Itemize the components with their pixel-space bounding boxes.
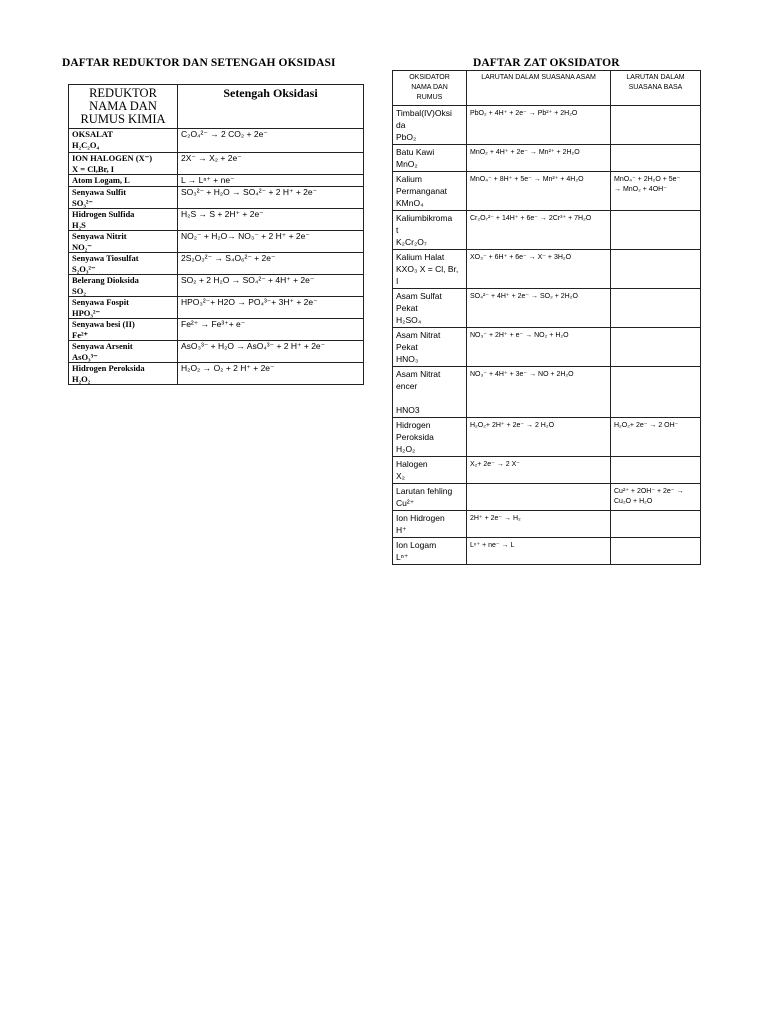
oxidator-list-title: DAFTAR ZAT OKSIDATOR <box>473 57 620 69</box>
reductor-name: Senyawa Fospit HPO₃²⁻ <box>69 297 178 319</box>
acid-reaction: 2H⁺ + 2e⁻ → H₂ <box>467 511 611 538</box>
reductor-row <box>69 363 364 385</box>
half-oxidation-reaction: H₂S → S + 2H⁺ + 2e⁻ <box>178 209 364 231</box>
base-reaction: MnO₄⁻ + 2H₂O + 5e⁻ → MnO₂ + 4OH⁻ <box>611 172 701 211</box>
acid-reaction: NO₃⁻ + 2H⁺ + e⁻ → NO₂ + H₂O <box>467 328 611 367</box>
base-reaction <box>611 211 701 250</box>
reductor-row <box>69 341 364 363</box>
oxidator-name: Asam Nitrat encer HNO3 <box>393 367 467 418</box>
oxidator-row <box>393 418 701 457</box>
oxidator-row <box>393 328 701 367</box>
oxidator-row <box>393 457 701 484</box>
reductor-table-header <box>69 85 364 129</box>
reductor-table <box>68 84 364 385</box>
oxidator-row <box>393 538 701 565</box>
reductor-list-title: DAFTAR REDUKTOR DAN SETENGAH OKSIDASI <box>62 57 336 69</box>
reductor-name: Belerang Dioksida SO₂ <box>69 275 178 297</box>
base-reaction <box>611 457 701 484</box>
half-oxidation-reaction: C₂O₄²⁻ → 2 CO₂ + 2e⁻ <box>178 129 364 153</box>
reductor-name: ION HALOGEN (X⁻) X = Cl,Br, I <box>69 153 178 175</box>
reductor-name: OKSALAT H₂C₂O₄ <box>69 129 178 153</box>
header-base-solution: LARUTAN DALAM SUASANA BASA <box>611 71 701 106</box>
oxidator-name: Kalium Permanganat KMnO₄ <box>393 172 467 211</box>
base-reaction <box>611 145 701 172</box>
reductor-name: Senyawa Nitrit NO₂⁻ <box>69 231 178 253</box>
oxidator-name: Timbal(IV)Oksi da PbO₂ <box>393 106 467 145</box>
oxidator-table-header <box>393 71 701 106</box>
acid-reaction: NO₃⁻ + 4H⁺ + 3e⁻ → NO + 2H₂O <box>467 367 611 418</box>
oxidator-row <box>393 289 701 328</box>
half-oxidation-reaction: AsO₃³⁻ + H₂O → AsO₄³⁻ + 2 H⁺ + 2e⁻ <box>178 341 364 363</box>
half-oxidation-reaction: L → Lⁿ⁺ + ne⁻ <box>178 175 364 187</box>
reductor-name: Senyawa Tiosulfat S₂O₃²⁻ <box>69 253 178 275</box>
oxidator-name: Ion Hidrogen H⁺ <box>393 511 467 538</box>
oxidator-name: Kaliumbikroma t K₂Cr₂O₇ <box>393 211 467 250</box>
oxidator-name: Ion Logam Lⁿ⁺ <box>393 538 467 565</box>
reductor-name: Senyawa Arsenit AsO₃³⁻ <box>69 341 178 363</box>
oxidator-row <box>393 145 701 172</box>
reductor-row <box>69 275 364 297</box>
base-reaction: Cu²⁺ + 2OH⁻ + 2e⁻ → Cu₂O + H₂O <box>611 484 701 511</box>
reductor-row <box>69 253 364 275</box>
acid-reaction: PbO₂ + 4H⁺ + 2e⁻ → Pb²⁺ + 2H₂O <box>467 106 611 145</box>
acid-reaction: XO₃⁻ + 6H⁺ + 6e⁻ → X⁻ + 3H₂O <box>467 250 611 289</box>
reductor-name: Senyawa besi (II) Fe²⁺ <box>69 319 178 341</box>
reductor-row <box>69 175 364 187</box>
reductor-row <box>69 231 364 253</box>
oxidator-row <box>393 511 701 538</box>
reductor-row <box>69 297 364 319</box>
base-reaction: H₂O₂+ 2e⁻ → 2 OH⁻ <box>611 418 701 457</box>
acid-reaction: SO₄²⁻ + 4H⁺ + 2e⁻ → SO₂ + 2H₂O <box>467 289 611 328</box>
oxidator-name: Batu Kawi MnO₂ <box>393 145 467 172</box>
oxidator-name: Asam Sulfat Pekat H₂SO₄ <box>393 289 467 328</box>
oxidator-name: Kalium Halat KXO₃ X = Cl, Br, I <box>393 250 467 289</box>
reductor-name: Hidrogen Sulfida H₂S <box>69 209 178 231</box>
header-acid-solution: LARUTAN DALAM SUASANA ASAM <box>467 71 611 106</box>
half-oxidation-reaction: H₂O₂ → O₂ + 2 H⁺ + 2e⁻ <box>178 363 364 385</box>
oxidator-row <box>393 484 701 511</box>
oxidator-table <box>392 70 701 565</box>
oxidator-row <box>393 172 701 211</box>
acid-reaction: H₂O₂+ 2H⁺ + 2e⁻ → 2 H₂O <box>467 418 611 457</box>
oxidator-row <box>393 367 701 418</box>
reductor-row <box>69 209 364 231</box>
header-half-oxidation: Setengah Oksidasi <box>178 85 364 129</box>
reductor-name: Senyawa Sulfit SO₃²⁻ <box>69 187 178 209</box>
acid-reaction: X₂+ 2e⁻ → 2 X⁻ <box>467 457 611 484</box>
header-oxidator-name: OKSIDATOR NAMA DAN RUMUS <box>393 71 467 106</box>
half-oxidation-reaction: 2X⁻ → X₂ + 2e⁻ <box>178 153 364 175</box>
reductor-name: Atom Logam, L <box>69 175 178 187</box>
half-oxidation-reaction: NO₂⁻ + H₂O→ NO₃⁻ + 2 H⁺ + 2e⁻ <box>178 231 364 253</box>
acid-reaction: Lⁿ⁺ + ne⁻ → L <box>467 538 611 565</box>
oxidator-row <box>393 250 701 289</box>
half-oxidation-reaction: SO₃²⁻ + H₂O → SO₄²⁻ + 2 H⁺ + 2e⁻ <box>178 187 364 209</box>
base-reaction <box>611 538 701 565</box>
header-reductor-name: REDUKTOR NAMA DAN RUMUS KIMIA <box>69 85 178 129</box>
base-reaction <box>611 511 701 538</box>
reductor-row <box>69 319 364 341</box>
base-reaction <box>611 106 701 145</box>
oxidator-row <box>393 211 701 250</box>
oxidator-name: Halogen X₂ <box>393 457 467 484</box>
base-reaction <box>611 328 701 367</box>
half-oxidation-reaction: SO₂ + 2 H₂O → SO₄²⁻ + 4H⁺ + 2e⁻ <box>178 275 364 297</box>
oxidator-row <box>393 106 701 145</box>
oxidator-name: Asam Nitrat Pekat HNO₃ <box>393 328 467 367</box>
acid-reaction: MnO₄⁻ + 8H⁺ + 5e⁻ → Mn²⁺ + 4H₂O <box>467 172 611 211</box>
reductor-row <box>69 153 364 175</box>
base-reaction <box>611 250 701 289</box>
reductor-row <box>69 129 364 153</box>
half-oxidation-reaction: 2S₂O₃²⁻ → S₄O₆²⁻ + 2e⁻ <box>178 253 364 275</box>
base-reaction <box>611 367 701 418</box>
acid-reaction: Cr₂O₇²⁻ + 14H⁺ + 6e⁻ → 2Cr³⁺ + 7H₂O <box>467 211 611 250</box>
oxidator-name: Larutan fehling Cu²⁺ <box>393 484 467 511</box>
half-oxidation-reaction: Fe²⁺ → Fe³⁺+ e⁻ <box>178 319 364 341</box>
acid-reaction <box>467 484 611 511</box>
base-reaction <box>611 289 701 328</box>
reductor-name: Hidrogen Peroksida H₂O₂ <box>69 363 178 385</box>
half-oxidation-reaction: HPO₃²⁻+ H2O → PO₄³⁻+ 3H⁺ + 2e⁻ <box>178 297 364 319</box>
oxidator-name: Hidrogen Peroksida H₂O₂ <box>393 418 467 457</box>
reductor-row <box>69 187 364 209</box>
acid-reaction: MnO₂ + 4H⁺ + 2e⁻ → Mn²⁺ + 2H₂O <box>467 145 611 172</box>
